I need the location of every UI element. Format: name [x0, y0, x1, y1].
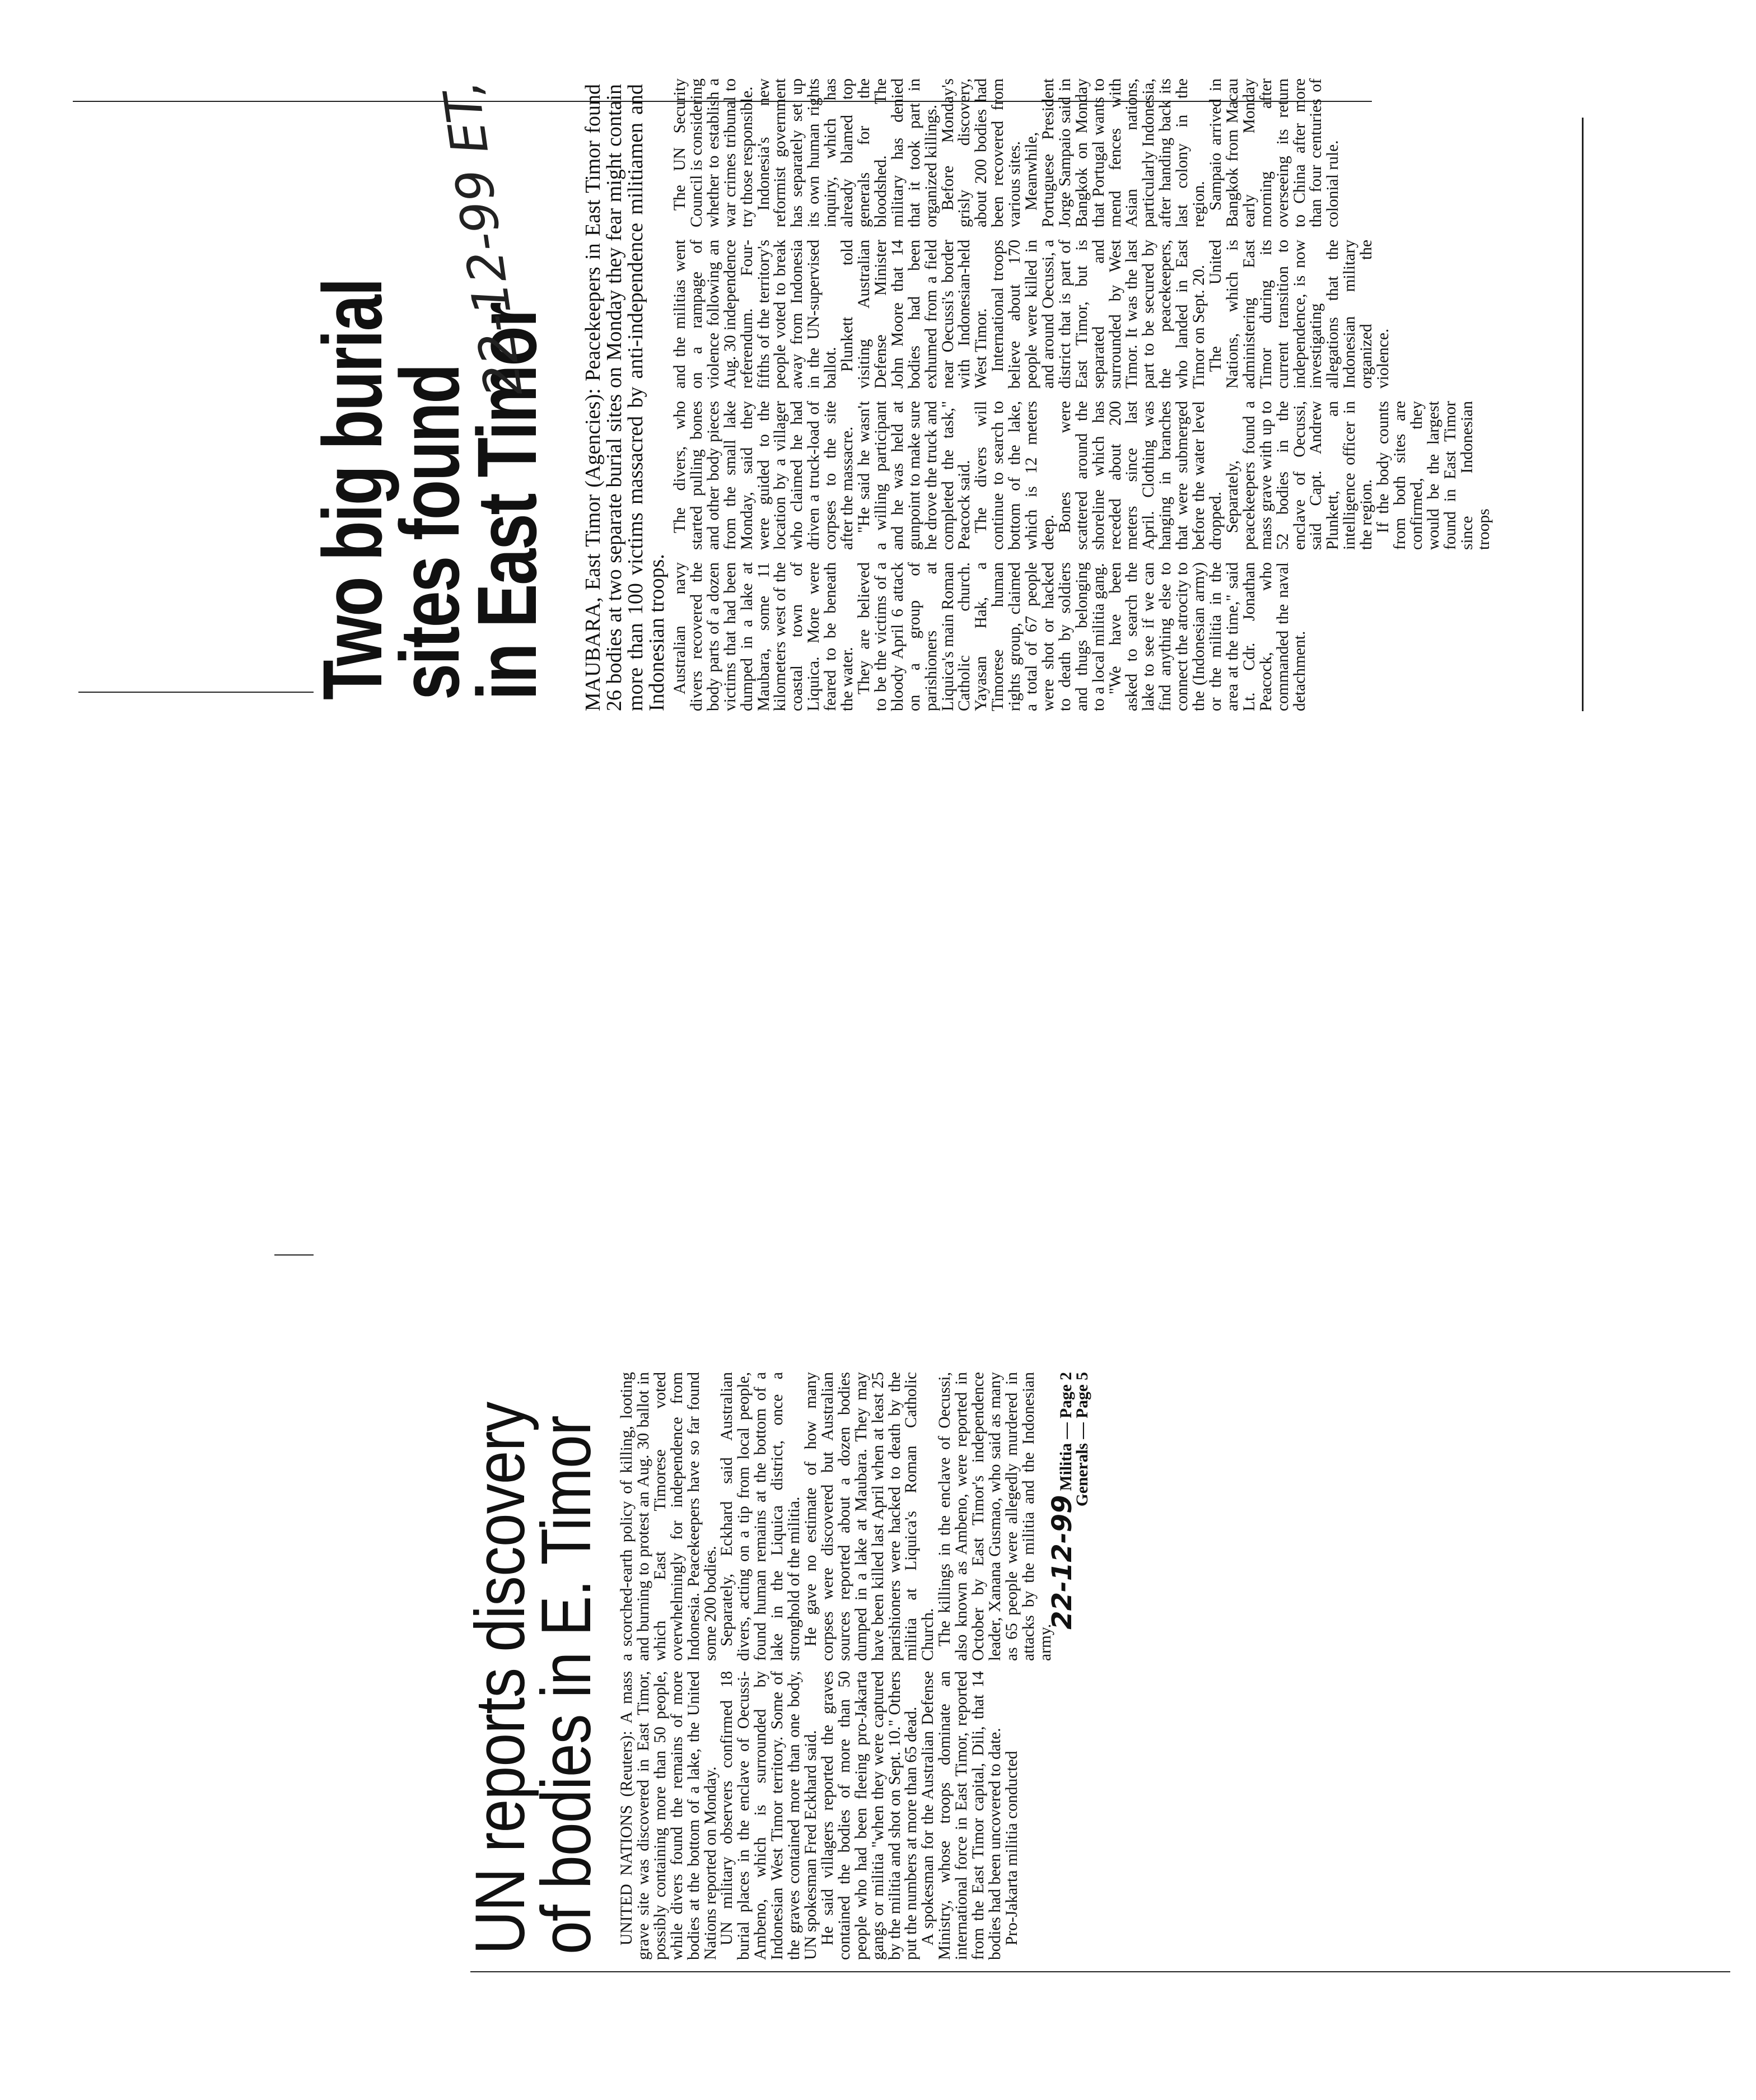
article-burial-sites	[305, 77, 1493, 711]
paragraph: Separately, peacekeepers found a mass grave with up to 52 bodies in the enclave of Oecussi, said Capt. Andrew Plunkett, an intelligence officer in the region.	[1223, 401, 1376, 550]
headline-line: sites found	[382, 365, 477, 700]
article1-lead-paragraph: MAUBARA, East Timor (Agencies): Peacekeepers in East Timor found 26 bodies at two separate burial sites on Monday they fear might contain more than 100 victims massacred by anti-independence militiamen and Indonesian troops.	[581, 84, 669, 711]
paragraph: They are believed to be the victims of a bloody April 6 attack on a group of parishioners at Liquica's main Roman Catholic church. Yayasan Hak, a Timorese human rights group, claimed a total of 67 people were shot or hacked to death by soldiers and thugs belonging to a local militia gang.	[854, 562, 1108, 711]
paragraph: Australian navy divers recovered the body parts of a dozen victims that had been dumped in a lake at Maubara, some 11 kilometers west of the coastal town of Liquica. More were feared to be beneath the water.	[671, 562, 857, 711]
paragraph: The United Nations, which is administering East Timor during its current transition to independence, is now investigating allegations that the Indonesian military organized the violence.	[1207, 240, 1393, 389]
paragraph: The UN Security Council is considering whether to establish a war crimes tribunal to try those responsible.	[671, 78, 756, 227]
paragraph: "He said he wasn't a willing participant and he was held at gunpoint to make sure he drove the truck and completed the task," Peacock said.	[854, 401, 974, 550]
headline-line: of bodies in E. Timor	[527, 1416, 605, 1954]
paragraph: Meanwhile, Portuguese President Jorge Sampaio said in Bangkok on Monday that Portugal wants to mend fences with Asian nations, particularly Indonesia, after handing back its last colony in the region.	[1022, 78, 1208, 227]
paragraph: The killings in the enclave of Oecussi, also known as Ambeno, were reported in October by East Timor's independence leader, Xanana Gusmao, who said as many as 65 people were allegedly murdered in attacks by the militia and the Indonesian army.	[936, 1372, 1054, 1661]
paragraph: Sampaio arrived in Bangkok from Macau early Monday morning after overseeing its return to China after more than four centuries of colonial rule.	[1207, 78, 1342, 227]
page-reference	[1046, 1372, 1078, 1661]
article1-right-rule	[1582, 118, 1584, 711]
paragraph: Separately, Eckhard said Australian divers, acting on a tip from local people, found human remains at the bottom of a lake in the Liquica district, once a stronghold of the militia.	[718, 1372, 804, 1661]
paragraph: Indonesia's new reformist government has separately set up its own human rights inquiry, which has already blamed top generals for the bloodshed. The military has denied that it took part in organized killings.	[754, 78, 940, 227]
paragraph: Plunkett told visiting Australian Defense Minister John Moore that 14 bodies had been exhumed from a field near Oecussi's border with Indonesian-held West Timor.	[838, 240, 991, 389]
article1-bottom-rule	[78, 692, 314, 693]
article2-column-1	[619, 1671, 1091, 1960]
headline-line: UN reports discovery	[461, 1402, 539, 1954]
bottom-rule	[470, 1971, 1730, 1972]
handwritten-date-note: 22-12-99 ET,	[432, 77, 534, 400]
paragraph: "We have been asked to search the lake to see if we can find anything else to connect the atrocity to the (Indonesian army) or the militia in the area at the time," said Lt. Cdr. Jonathan Peacock, who commanded the naval detachment.	[1106, 562, 1309, 711]
paragraph: Before Monday's grisly discovery, about 200 bodies had been recovered from various sites.	[938, 78, 1024, 227]
headline-line: Two big burial	[305, 279, 399, 700]
middle-rule-mark	[274, 1254, 314, 1256]
article2-headline	[461, 1328, 605, 1954]
paragraph: He gave no estimate of how many corpses were discovered but Australian sources reported about a dozen bodies dumped in a lake at Maubara. They may have been killed last April when at least 25 parishioners were hacked to death by the militia at Liquica's Roman Catholic Church.	[801, 1372, 937, 1661]
article1-column-1	[672, 562, 1492, 711]
paragraph: Bones were scattered around the shoreline which has receded about 200 meters since last April. Clothing was hanging in branches that were submerged before the water level dropped.	[1056, 401, 1225, 550]
generals-page-ref: Generals — Page 5	[1073, 1372, 1092, 1507]
article1-column-3	[672, 240, 1492, 389]
article2-column-2	[619, 1372, 1091, 1661]
handwritten-date: 22-12-99	[1046, 1495, 1078, 1630]
paragraph: International troops believe about 170 people were killed in and around Oecussi, a district that is part of East Timor, but is separated and surrounded by West Timor. It was the last part to be secured by the peacekeepers, who landed in East Timor on Sept. 20.	[989, 240, 1208, 389]
paragraph: If the body counts from both sites are confirmed, they would be the largest found in East Timor since Indonesian troops	[1374, 401, 1493, 550]
paragraph: The divers will continue to search to bottom of the lake, which is 12 meters deep.	[972, 401, 1057, 550]
militia-page-ref: Militia — Page 2	[1057, 1372, 1075, 1491]
article1-column-2	[672, 401, 1492, 550]
paragraph: A spokesman for the Australian Defense Ministry, whose troops dominate an international force in East Timor, reported from the East Timor capital, Dili, that 14 bodies had been uncovered to date.	[919, 1671, 1004, 1960]
paragraph: UN military observers confirmed 18 burial places in the enclave of Oecussi-Ambeno, which is surrounded by Indonesian West Timor territory. Some of the graves contained more than one body, UN spokesman Fred Eckhard said.	[718, 1671, 820, 1960]
paragraph: a scorched-earth policy of killing, looting and burning to protest an Aug. 30 ballot in which East Timorese voted overwhelmingly for independence from Indonesia. Peacekeepers have so far found some 200 bodies.	[618, 1372, 720, 1661]
article1-columns	[672, 78, 1492, 711]
article2-columns	[619, 1372, 1091, 1960]
paragraph: Pro-Jakarta militia conducted	[1002, 1751, 1021, 1945]
headline-line: in East Timor	[460, 303, 554, 700]
paragraph: He said villagers reported the graves contained the bodies of more than 50 people who had been fleeing pro-Jakarta gangs or militia "when they were captured by the militia and shot on Sept. 10." Others put the numbers at more than 65 dead.	[818, 1671, 921, 1960]
paragraph: and the militias went on a rampage of violence following an Aug. 30 independence referendum. Four-fifths of the territory's people voted to break away from Indonesia in the UN-supervised ballot.	[671, 240, 840, 389]
article-un-reports	[461, 1372, 1279, 1960]
paragraph: The divers, who started pulling bones and other body pieces from the small lake Monday, said they were guided to the location by a villager who claimed he had driven a truck-load of corpses to the site after the massacre.	[671, 401, 857, 550]
article1-column-4	[672, 78, 1492, 227]
paragraph: UNITED NATIONS (Reuters): A mass grave site was discovered in East Timor, possibly containing more than 50 people, while divers found the remains of more bodies at the bottom of a lake, the United Nations reported on Monday.	[618, 1671, 720, 1960]
